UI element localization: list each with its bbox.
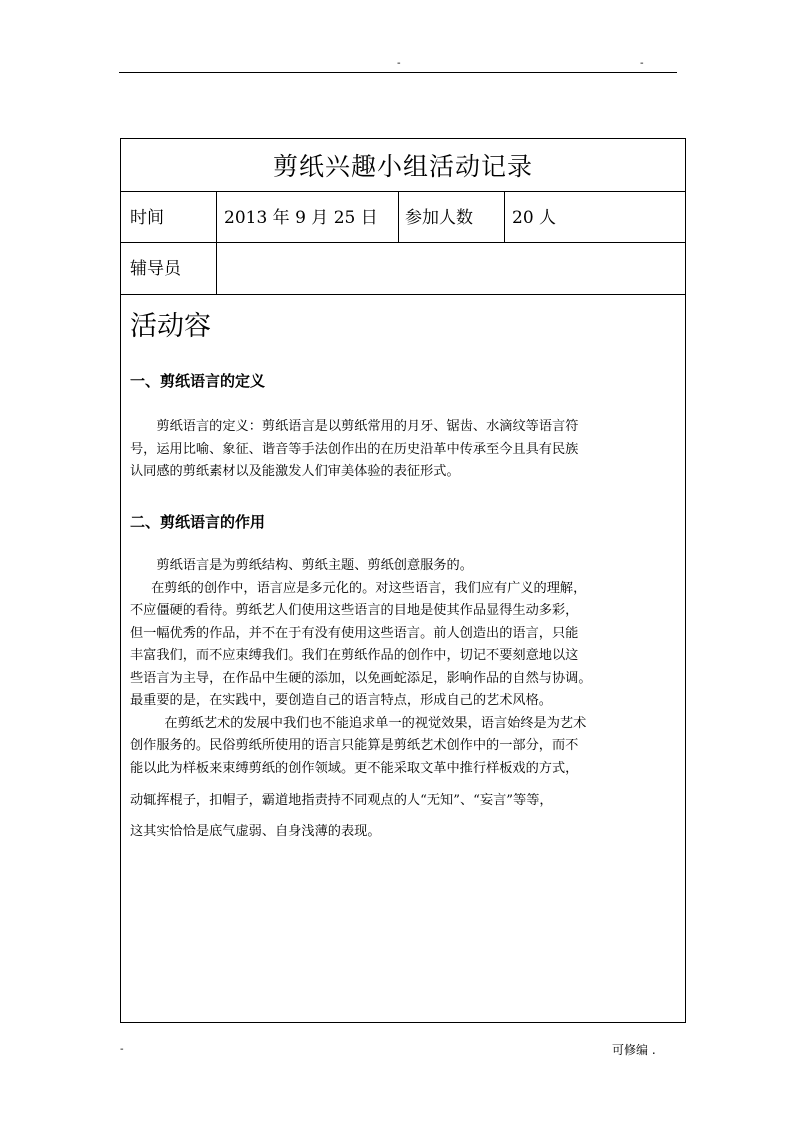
header-mark-left: - — [397, 58, 401, 69]
text-line: 号，运用比喻、象征、谐音等手法创作出的在历史沿革中传承至今且具有民族 — [130, 441, 579, 457]
text-line: 能以此为样板来束缚剪纸的创作领域。更不能采取文革中推行样板戏的方式， — [130, 760, 579, 776]
text-line: 丰富我们，而不应束缚我们。我们在剪纸作品的创作中，切记不要刻意地以这 — [130, 648, 579, 663]
text-line: 但一幅优秀的作品，并不在于有没有使用这些语言。前人创造出的语言，只能 — [130, 625, 579, 641]
column-divider — [216, 242, 217, 294]
column-divider — [398, 192, 399, 242]
text-line: 剪纸语言的定义：剪纸语言是以剪纸常用的月牙、锯齿、水滴纹等语言符 — [156, 419, 579, 434]
participants-label: 参加人数 — [405, 208, 473, 228]
text-line: 剪纸语言是为剪纸结构、剪纸主题、剪纸创意服务的。 — [156, 558, 473, 573]
activity-record-form — [120, 138, 686, 1023]
text-line: 不应僵硬的看待。剪纸艺人们使用这些语言的目地是使其作品显得生动多彩， — [130, 603, 579, 618]
text-line: 些语言为主导，在作品中生硬的添加，以免画蛇添足，影响作品的自然与协调。 — [130, 670, 592, 686]
time-value: 2013 年 9 月 25 日 — [224, 208, 378, 228]
footer-text: 可修编 . — [612, 1043, 656, 1057]
section1-heading: 一、剪纸语言的定义 — [130, 372, 266, 390]
header-mark-right: - — [640, 58, 644, 69]
text-line: 动辄挥棍子，扣帽子，霸道地指责持不同观点的人“无知”、“妄言”等等， — [130, 793, 553, 808]
form-title: 剪纸兴趣小组活动记录 — [272, 152, 533, 181]
footer-mark-left: - — [120, 1044, 124, 1055]
content-title: 活动容 — [130, 311, 211, 342]
time-label: 时间 — [130, 208, 164, 228]
text-line: 在剪纸的创作中，语言应是多元化的。对这些语言，我们应有广义的理解， — [151, 580, 587, 596]
column-divider — [504, 192, 505, 242]
text-line: 在剪纸艺术的发展中我们也不能追求单一的视觉效果，语言始终是为艺术 — [164, 715, 587, 731]
row-divider — [121, 242, 685, 243]
tutor-label: 辅导员 — [130, 259, 181, 279]
column-divider — [216, 192, 217, 242]
text-line: 认同感的剪纸素材以及能激发人们审美体验的表征形式。 — [130, 464, 460, 479]
section2-paragraph — [130, 555, 678, 843]
section2-heading: 二、剪纸语言的作用 — [130, 513, 266, 531]
text-line: 最重要的是，在实践中，要创造自己的语言特点，形成自己的艺术风格。 — [130, 693, 552, 708]
header-rule — [119, 72, 677, 73]
section1-paragraph — [130, 416, 678, 484]
participants-value: 20 人 — [512, 208, 557, 228]
text-line: 这其实恰恰是底气虚弱、自身浅薄的表现。 — [130, 823, 381, 839]
text-line: 创作服务的。民俗剪纸所使用的语言只能算是剪纸艺术创作中的一部分，而不 — [130, 738, 579, 753]
row-divider — [121, 191, 685, 192]
row-divider — [121, 294, 685, 295]
